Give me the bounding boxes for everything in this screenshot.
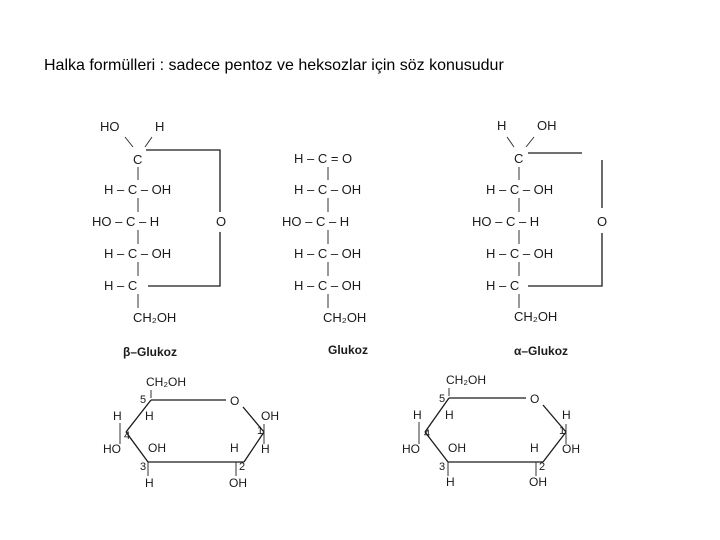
alpha-ring-ch2oh: CH₂OH <box>446 373 486 387</box>
alpha-haworth-ring <box>402 373 580 489</box>
beta-ring-n4: 4 <box>124 430 131 442</box>
beta-ring-bracket-top <box>146 150 220 212</box>
slide-title: Halka formülleri : sadece pentoz ve heksozlar için söz konusudur <box>44 57 504 74</box>
beta-c1-bond-right <box>145 137 152 147</box>
alpha-ring-c1-down: OH <box>562 442 580 456</box>
beta-glucose-fischer <box>92 119 226 359</box>
alpha-ring-oxygen: O <box>530 392 540 406</box>
beta-ring-n5: 5 <box>140 394 147 406</box>
alpha-row-6: CH₂OH <box>514 309 558 324</box>
alpha-ring-c2-up: H <box>530 441 539 455</box>
glucose-open-chain <box>282 151 368 357</box>
beta-ring-n3: 3 <box>140 461 147 473</box>
alpha-row-4: H – C – OH <box>486 246 554 261</box>
alpha-ring-n3: 3 <box>439 461 446 473</box>
beta-ring-oxygen: O <box>230 394 240 408</box>
alpha-c1-right: OH <box>537 118 557 133</box>
beta-ring-c5-h: H <box>145 409 154 423</box>
beta-ring-c1-down: H <box>261 442 270 456</box>
beta-c1-left: HO <box>100 119 120 134</box>
alpha-row-5: H – C <box>486 278 520 293</box>
beta-ring-c3-up: OH <box>148 441 166 455</box>
alpha-ring-c3-down: H <box>446 475 455 489</box>
beta-ring-c1-up: OH <box>261 409 279 423</box>
alpha-ring-n1: 1 <box>559 425 566 437</box>
alpha-ring-c2-down: OH <box>529 475 547 489</box>
alpha-ring-c3-up: OH <box>448 441 466 455</box>
alpha-ring-oxygen: O <box>597 214 608 229</box>
alpha-row-3: HO – C – H <box>472 214 540 229</box>
open-row-5: H – C – OH <box>294 278 362 293</box>
open-caption: Glukoz <box>328 343 369 357</box>
beta-c1-bond-left <box>125 137 133 147</box>
beta-ring-oxygen: O <box>216 214 227 229</box>
beta-row-5: H – C <box>104 278 138 293</box>
alpha-row-2: H – C – OH <box>486 182 554 197</box>
beta-c1-right: H <box>155 119 165 134</box>
beta-row-2: H – C – OH <box>104 182 172 197</box>
alpha-ring-c1-up: H <box>562 408 571 422</box>
beta-ring-n1: 1 <box>257 425 264 437</box>
beta-ring-c4-up: H <box>113 409 122 423</box>
beta-ring-n2: 2 <box>239 461 246 473</box>
beta-ring-c3-down: H <box>145 476 154 490</box>
alpha-ring-n2: 2 <box>539 461 546 473</box>
alpha-c1-left: H <box>497 118 507 133</box>
beta-caption: β–Glukoz <box>123 345 177 359</box>
alpha-ring-n4: 4 <box>424 428 431 440</box>
alpha-ring-n5: 5 <box>439 393 446 405</box>
beta-ring-c2-up: H <box>230 441 239 455</box>
alpha-ring-c4-up: H <box>413 408 422 422</box>
open-row-3: HO – C – H <box>282 214 350 229</box>
beta-ring-c2-down: OH <box>229 476 247 490</box>
beta-c1: C <box>133 152 143 167</box>
alpha-c1: C <box>514 151 524 166</box>
beta-haworth-ring <box>103 375 279 490</box>
alpha-ring-c5-h: H <box>445 408 454 422</box>
beta-ring-ch2oh: CH₂OH <box>146 375 186 389</box>
beta-row-4: H – C – OH <box>104 246 172 261</box>
open-row-4: H – C – OH <box>294 246 362 261</box>
alpha-ring-c4-down: HO <box>402 442 420 456</box>
open-row-6: CH₂OH <box>323 310 367 325</box>
alpha-caption: α–Glukoz <box>514 344 569 358</box>
beta-row-6: CH₂OH <box>133 310 177 325</box>
beta-row-3: HO – C – H <box>92 214 160 229</box>
beta-ring-c4-down: HO <box>103 442 121 456</box>
open-row-2: H – C – OH <box>294 182 362 197</box>
alpha-glucose-fischer <box>472 118 607 358</box>
open-row-1: H – C = O <box>294 151 353 166</box>
